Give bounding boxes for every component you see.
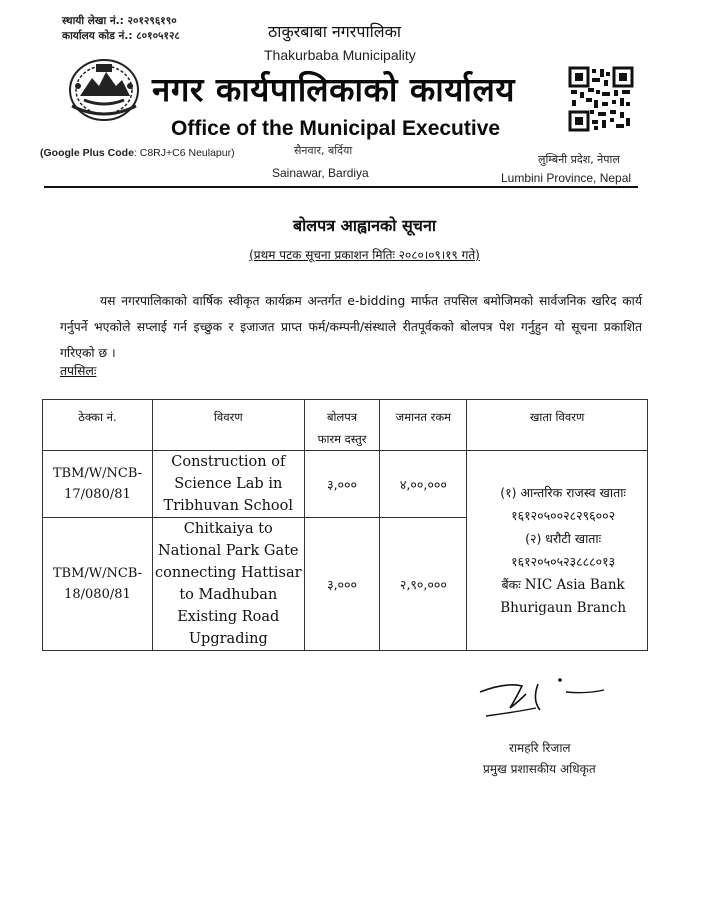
nepal-emblem-logo bbox=[66, 56, 142, 122]
contract-no-line: 18/080/81 bbox=[64, 587, 131, 602]
security-cell: ४,००,००० bbox=[380, 451, 467, 518]
google-plus-value: : C8RJ+C6 Neulapur) bbox=[133, 147, 235, 159]
header-security: जमानत रकम bbox=[380, 400, 467, 451]
description-line: Tribhuvan School bbox=[163, 498, 294, 514]
header-form-fee-line1: बोलपत्र bbox=[326, 410, 358, 424]
bank-line bbox=[479, 573, 647, 597]
office-code-line bbox=[62, 29, 180, 44]
address-en: Sainawar, Bardiya bbox=[272, 166, 369, 180]
office-code-label: कार्यालय कोड नं.: bbox=[62, 30, 133, 42]
office-title-np: नगर कार्यपालिकाको कार्यालय bbox=[152, 70, 515, 109]
notice-subtitle-text: (प्रथम पटक सूचना प्रकाशन मितिः २०८०।०९।१९ गते) bbox=[249, 248, 480, 262]
form-fee-cell: ३,००० bbox=[304, 518, 380, 651]
municipality-name-en: Thakurbaba Municipality bbox=[264, 47, 416, 63]
province-en: Lumbini Province, Nepal bbox=[501, 171, 632, 185]
account-number: १६१२०५००२८२९६००२ bbox=[511, 508, 616, 523]
table-row bbox=[43, 451, 648, 518]
account-number: १६१२०५०५२३८८८०१३ bbox=[511, 554, 616, 569]
bank-name: NIC Asia Bank bbox=[524, 577, 625, 593]
description-cell bbox=[152, 518, 304, 651]
office-code-number: ८०१०५१२८ bbox=[136, 30, 180, 42]
notice-title: बोलपत्र आह्वानको सूचना bbox=[293, 216, 436, 235]
header-form-fee bbox=[304, 400, 380, 451]
description-line: to Madhuban bbox=[179, 587, 278, 603]
account-line: (१) आन्तरिक राजस्व खाताः bbox=[500, 485, 626, 500]
notice-body: यस नगरपालिकाको वार्षिक स्वीकृत कार्यक्रम अन्तर्गत e-bidding मार्फत तपसिल बमोजिमको सार्वजनिक खरिद कार्य गर्नुपर्ने भएकोले सप्लाई गर्न इच्छुक र इजाजत प्राप्त फर्म/कम्पनी/संस्थाले रीतपूर्वकको बोलपत्र पेश गर्नुहुन यो सूचना प्रकाशित गरिएको छ । bbox=[60, 294, 642, 360]
description-line: Upgrading bbox=[188, 631, 268, 647]
tender-table bbox=[42, 399, 648, 651]
signatory-name: रामहरि रिजाल bbox=[509, 741, 571, 755]
header-meta bbox=[62, 14, 180, 44]
signature bbox=[476, 672, 608, 720]
header-account: खाता विवरण bbox=[467, 400, 648, 451]
description-line: Science Lab in bbox=[174, 476, 283, 492]
header-divider bbox=[44, 186, 638, 188]
office-title-en: Office of the Municipal Executive bbox=[171, 117, 501, 140]
description-line: Construction of bbox=[171, 454, 286, 470]
province-np: लुम्बिनी प्रदेश, नेपाल bbox=[538, 153, 620, 166]
form-fee-cell: ३,००० bbox=[304, 451, 380, 518]
qr-code bbox=[568, 66, 634, 132]
permanent-account-line bbox=[62, 14, 180, 29]
contract-no-cell bbox=[43, 518, 153, 651]
details-label: तपसिलः bbox=[60, 364, 97, 378]
google-plus-code bbox=[40, 147, 235, 159]
description-line: Chitkaiya to bbox=[183, 521, 273, 537]
header-form-fee-line2: फारम दस्तुर bbox=[317, 432, 367, 446]
municipality-name-np: ठाकुरबाबा नगरपालिका bbox=[268, 22, 402, 41]
description-line: connecting Hattisar bbox=[155, 565, 302, 581]
account-details-cell bbox=[467, 451, 648, 651]
permanent-account-number: २०१२९६१९० bbox=[127, 15, 177, 27]
contract-no-line: 17/080/81 bbox=[64, 487, 131, 502]
security-cell: २,९०,००० bbox=[380, 518, 467, 651]
header-contract-no: ठेक्का नं. bbox=[43, 400, 153, 451]
google-plus-label: (Google Plus Code bbox=[40, 147, 134, 159]
notice-subtitle bbox=[0, 246, 703, 263]
address-np: सैनवार, बर्दिया bbox=[294, 144, 353, 157]
bank-branch: Bhurigaun Branch bbox=[500, 600, 627, 616]
permanent-account-label: स्थायी लेखा नं.: bbox=[62, 15, 124, 27]
contract-no-line: TBM/W/NCB- bbox=[52, 566, 143, 581]
contract-no-cell bbox=[43, 451, 153, 518]
description-line: National Park Gate bbox=[158, 543, 299, 559]
signatory-title: प्रमुख प्रशासकीय अधिकृत bbox=[483, 762, 596, 776]
bank-label: बैंकः bbox=[501, 577, 521, 592]
account-line: (२) धरौटी खाताः bbox=[525, 531, 602, 546]
header-description: विवरण bbox=[152, 400, 304, 451]
description-line: Existing Road bbox=[177, 609, 280, 625]
description-cell bbox=[152, 451, 304, 518]
contract-no-line: TBM/W/NCB- bbox=[52, 466, 143, 481]
table-header-row bbox=[43, 400, 648, 451]
